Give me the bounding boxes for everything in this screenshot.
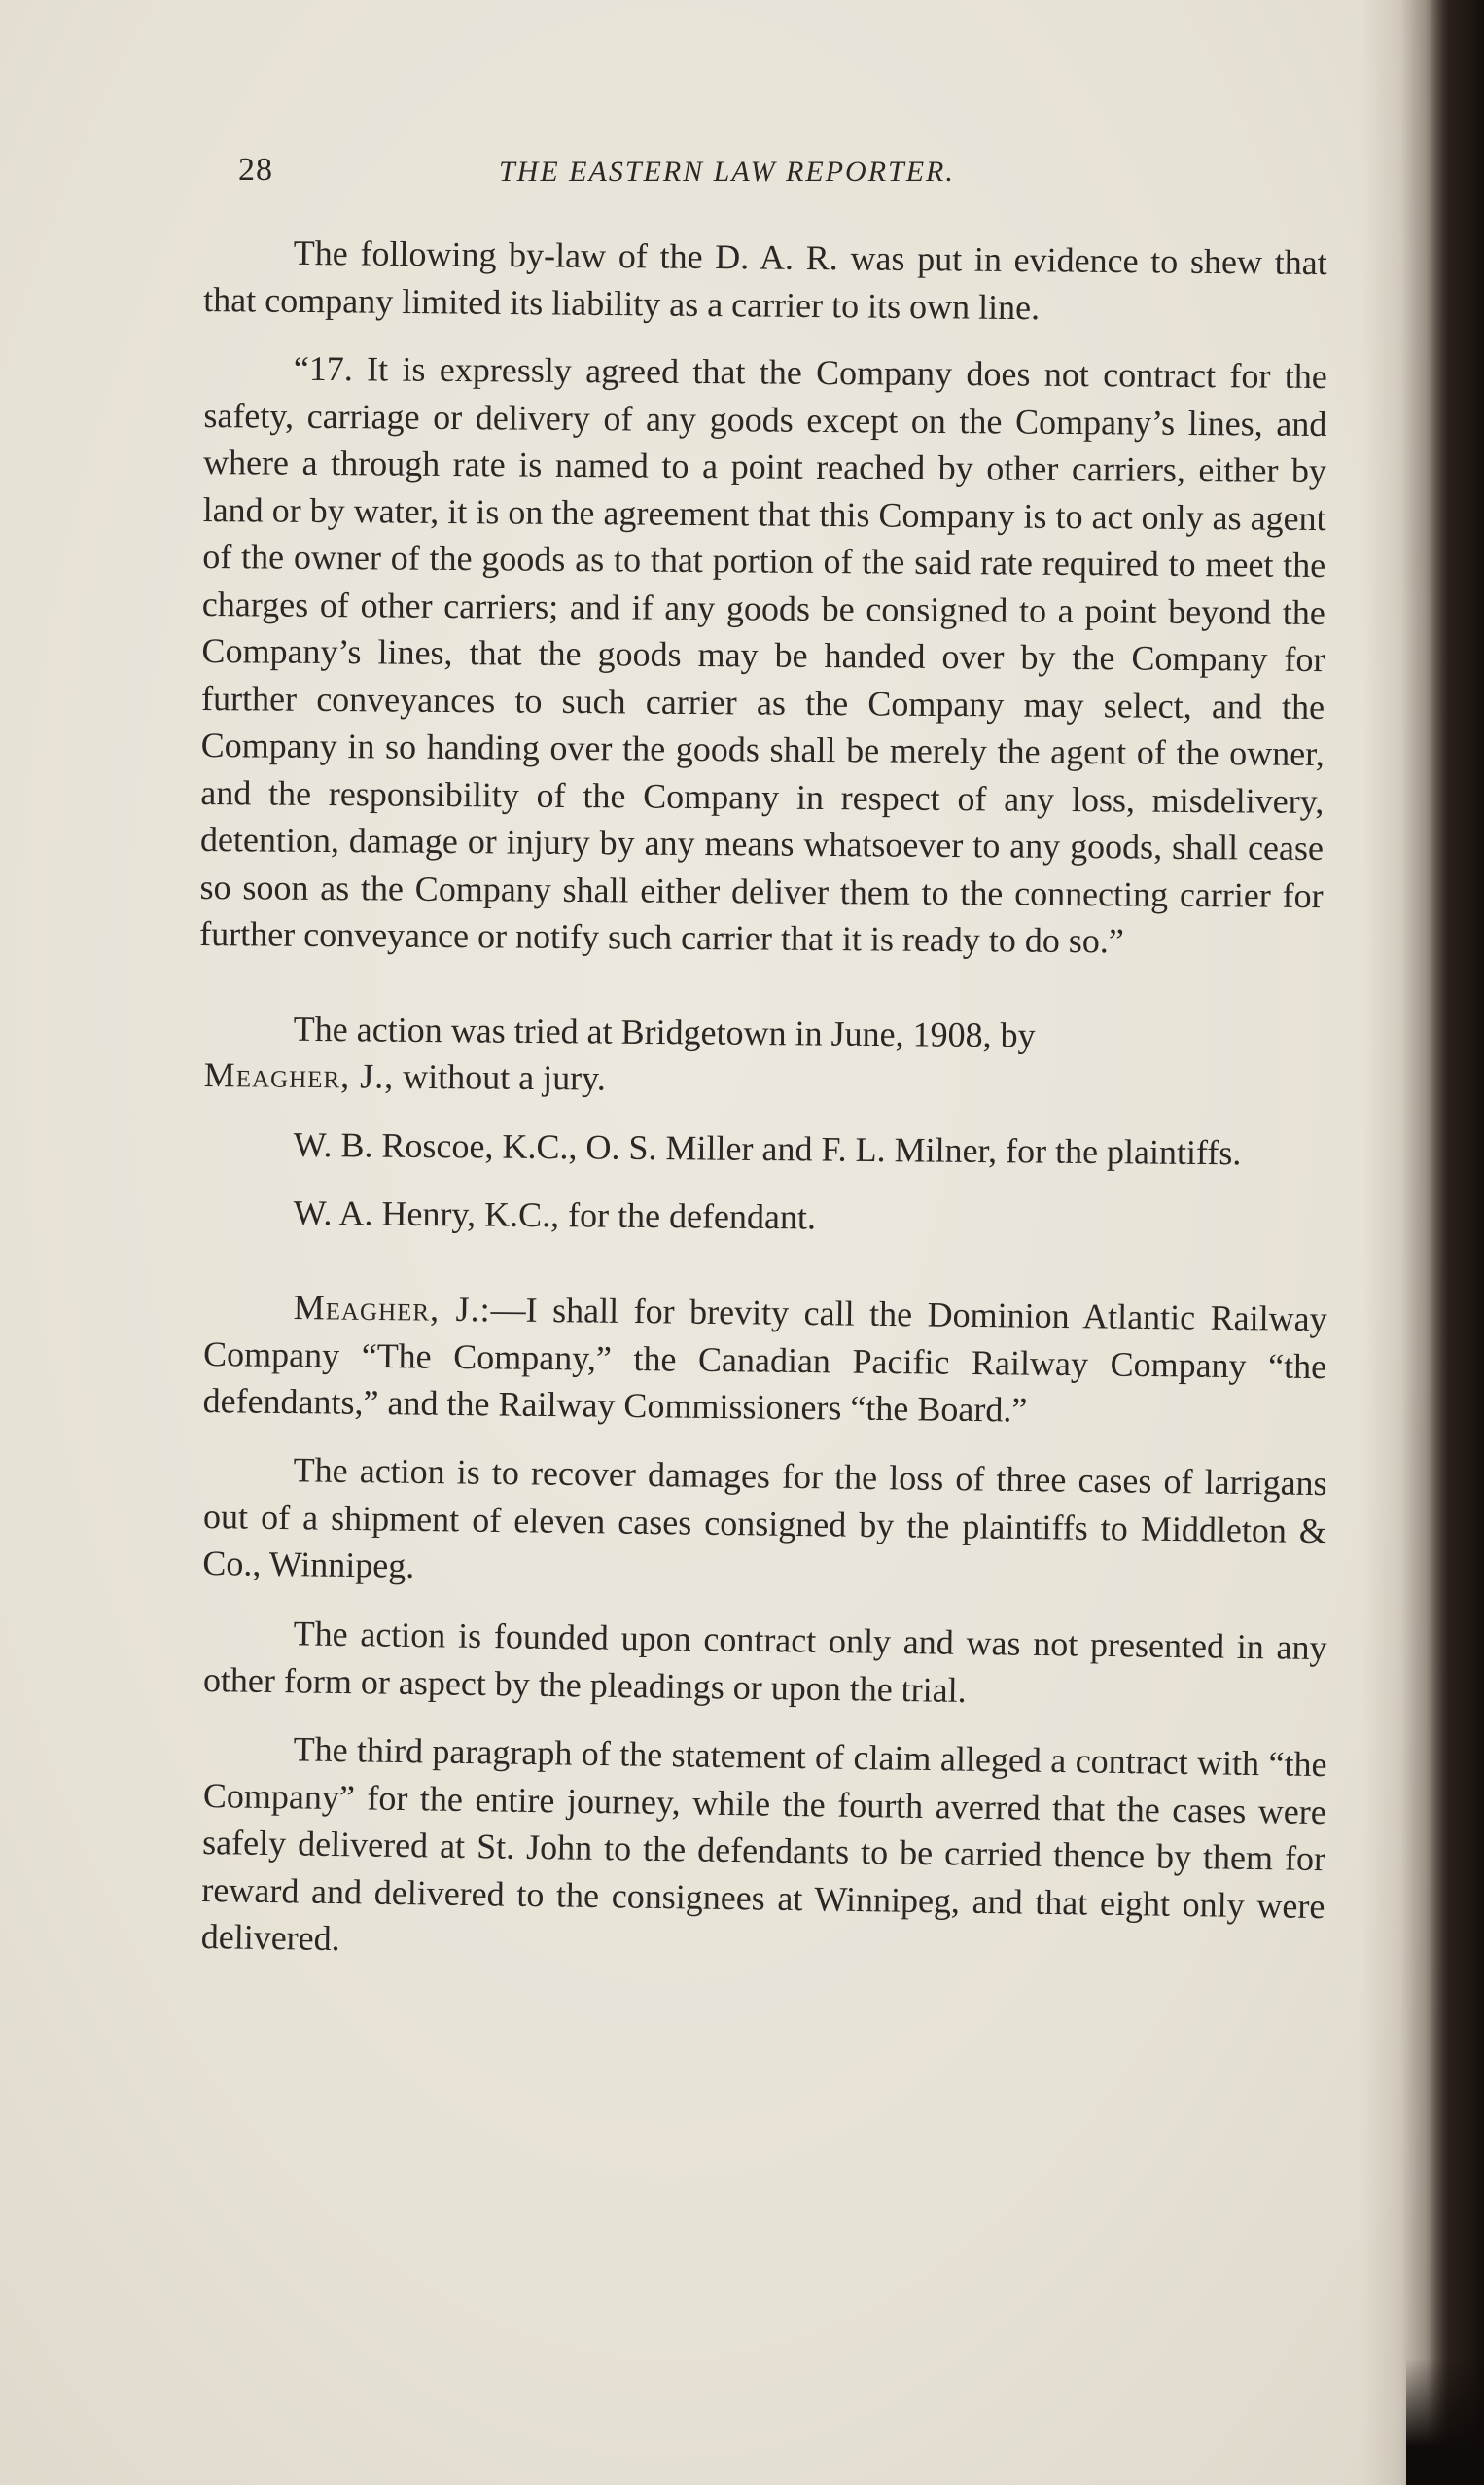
- paragraph-action-purpose: The action is to recover damages for the loss of three cases of larrigans out of a shipment of eleven cases consigned by the plaintiffs to Middleton & Co., Winnipeg.: [202, 1450, 1327, 1585]
- trial-judge-tail: without a jury.: [403, 1056, 606, 1098]
- paragraph-bylaw-intro: The following by-law of the D. A. R. was put in evidence to shew that that company limited its liability as a carrier to its own line.: [203, 232, 1327, 327]
- paragraph-counsel-defendant: W. A. Henry, K.C., for the defendant.: [293, 1192, 817, 1237]
- judgment-speaker: Meagher, J.:: [293, 1287, 491, 1329]
- body-text: [199, 229, 1327, 1981]
- trial-info-text: The action was tried at Bridgetown in June, 1908, by: [293, 1009, 1036, 1054]
- page-header: [238, 146, 1075, 195]
- trial-judge-name: Meagher, J.,: [203, 1054, 395, 1096]
- paragraph-trial-judge: [204, 1051, 1327, 1109]
- book-spine-shadow: [1426, 0, 1484, 2485]
- paragraph-counsel-plaintiffs: W. B. Roscoe, K.C., O. S. Miller and F. L. Milner, for the plaintiffs.: [293, 1124, 1242, 1172]
- judgment-opening-text: —I shall for brevity call the Dominion Atlantic Railway Company “The Company,” the Canadian Pacific Railway Company “the defendants,” and the Railway Commissioners “the Board.”: [202, 1289, 1327, 1430]
- paragraph-bylaw-quote: “17. It is expressly agreed that the Company does not contract for the safety, carriage or delivery of any goods except on the Company’s lines, and where a through rate is named to a point reached by other carriers, either by land or by water, it is on the agreement that this Company is to act only as agent of the owner of the goods as to that portion of the said rate required to meet the charges of other carriers; and if any goods be consigned to a point beyond the Company’s lines, that the goods may be handed over by the Company for further conveyances to such carrier as the Company may select, and the Company in so handing over the goods shall be merely the agent of the owner, and the responsibility of the Company in respect of any loss, misdelivery, detention, damage or injury by any means whatsoever to any goods, shall cease so soon as the Company shall either deliver them to the connecting carrier for further conveyance or notify such carrier that it is ready to do so.”: [199, 348, 1327, 961]
- paragraph-action-basis: The action is founded upon contract only and was not presented in any other form or aspect by the pleadings or upon the trial.: [202, 1613, 1327, 1709]
- paragraph-claim-details: The third paragraph of the statement of claim alleged a contract with “the Company” for the entire journey, while the fourth averred that the cases were safely delivered at St. John to the defendants to be carried thence by them for reward and delivered to the consignees at Winnipeg, and that eight only were delivered.: [200, 1728, 1327, 1958]
- running-title: THE EASTERN LAW REPORTER.: [499, 156, 955, 188]
- page-corner-shadow: [1406, 2359, 1484, 2485]
- page-number: 28: [238, 152, 273, 188]
- paragraph-judgment-opening: [202, 1283, 1327, 1438]
